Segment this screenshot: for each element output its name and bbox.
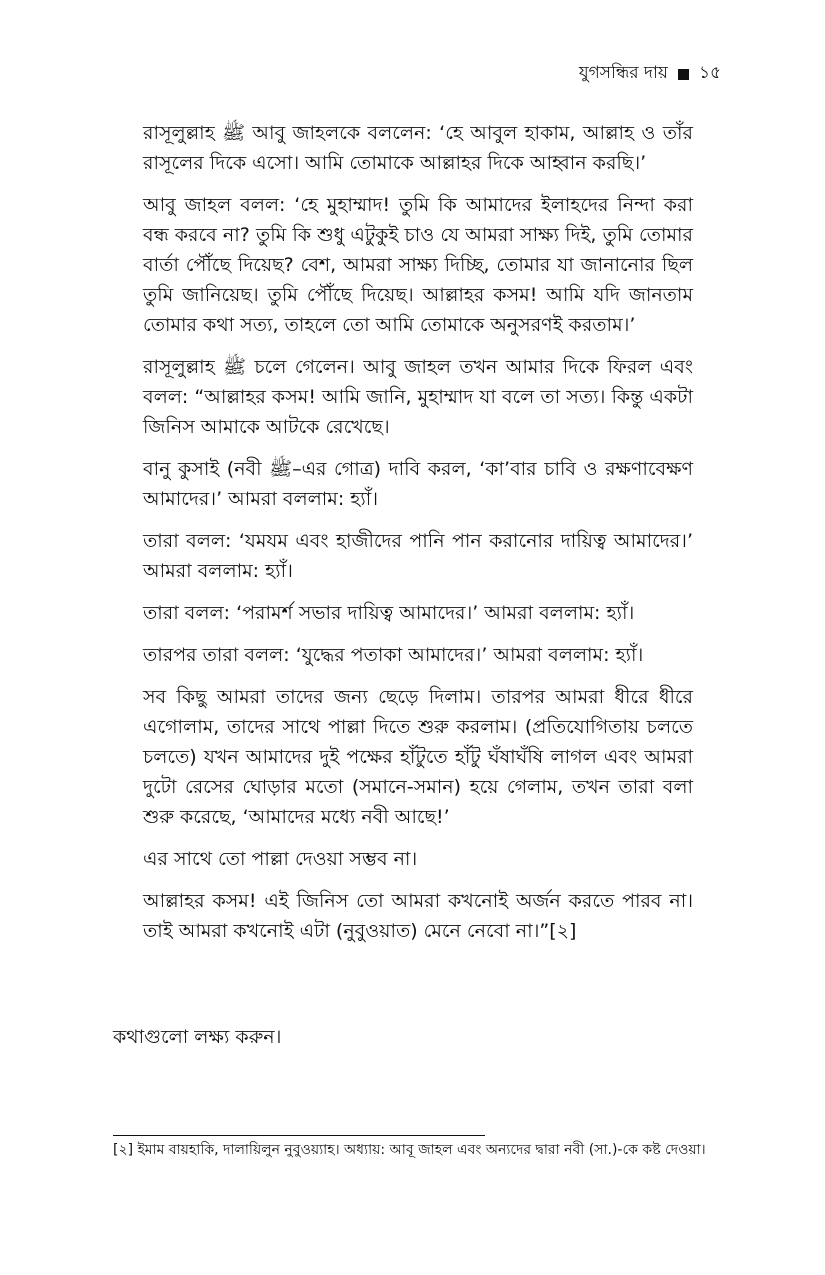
paragraph-6: তারা বলল: ‘পরামর্শ সভার দায়িত্ব আমাদের।’ আমরা বললাম: হ্যাঁ। bbox=[143, 602, 635, 624]
footnote-divider bbox=[113, 1135, 485, 1136]
footnote: [২] ইমাম বায়হাকি, দালায়িলুন নুবুওয়্যাহ। অধ্যায়: আবূ জাহল এবং অন্যদের দ্বারা নবী (সা.)-কে কষ্ট দেওয়া। bbox=[113, 1142, 706, 1158]
paragraph-10: আল্লাহর কসম! এই জিনিস তো আমরা কখনোই অর্জন করতে পারব না। তাই আমরা কখনোই এটা (নুবুওয়াত) মেনে নেবো না।”[২] bbox=[143, 890, 693, 942]
quoted-passage bbox=[143, 118, 693, 958]
paragraph-7: তারপর তারা বলল: ‘যুদ্ধের পতাকা আমাদের।’ আমরা বললাম: হ্যাঁ। bbox=[143, 644, 644, 666]
page-number: ১৫ bbox=[698, 63, 721, 83]
closing-note: কথাগুলো লক্ষ্য করুন। bbox=[113, 1026, 282, 1048]
paragraph-8: সব কিছু আমরা তাদের জন্য ছেড়ে দিলাম। তারপর আমরা ধীরে ধীরে এগোলাম, তাদের সাথে পাল্লা দিতে শুরু করলাম। (প্রতিযোগিতায় চলতে চলতে) যখন আমাদের দুই পক্ষের হাঁটুতে হাঁটু ঘঁষাঘঁষি লাগল এবং আমরা দুটো রেসের ঘোড়ার মতো (সমানে-সমান) হয়ে গেলাম, তখন তারা বলা শুরু করেছে, ‘আমাদের মধ্যে নবী আছে!’ bbox=[143, 686, 693, 828]
header-title: যুগসন্ধির দায় bbox=[578, 63, 668, 83]
paragraph-2: আবু জাহল বলল: ‘হে মুহাম্মাদ! তুমি কি আমাদের ইলাহদের নিন্দা করা বন্ধ করবে না? তুমি কি শুধু এটুকুই চাও যে আমরা সাক্ষ্য দিই, তুমি তোমার বার্তা পৌঁছে দিয়েছ? বেশ, আমরা সাক্ষ্য দিচ্ছি, তোমার যা জানানোর ছিল তুমি জানিয়েছ। তুমি পৌঁছে দিয়েছ। আল্লাহর কসম! আমি যদি জানতাম তোমার কথা সত্য, তাহলে তো আমি তোমাকে অনুসরণই করতাম।’ bbox=[143, 194, 693, 336]
paragraph-3: রাসূলুল্লাহ ﷺ চলে গেলেন। আবু জাহল তখন আমার দিকে ফিরল এবং বলল: “আল্লাহর কসম! আমি জানি, মুহাম্মাদ যা বলে তা সত্য। কিন্তু একটা জিনিস আমাকে আটকে রেখেছে। bbox=[143, 356, 693, 438]
paragraph-5: তারা বলল: ‘যমযম এবং হাজীদের পানি পান করানোর দায়িত্ব আমাদের।’ আমরা বললাম: হ্যাঁ। bbox=[143, 530, 693, 582]
paragraph-9: এর সাথে তো পাল্লা দেওয়া সম্ভব না। bbox=[143, 848, 418, 870]
paragraph-1: রাসূলুল্লাহ ﷺ আবু জাহলকে বললেন: ‘হে আবুল হাকাম, আল্লাহ ও তাঁর রাসূলের দিকে এসো। আমি তোমাকে আল্লাহর দিকে আহ্বান করছি।’ bbox=[143, 122, 694, 174]
running-header bbox=[579, 60, 721, 88]
square-bullet-icon bbox=[678, 69, 689, 80]
paragraph-4: বানু কুসাই (নবী ﷺ–এর গোত্র) দাবি করল, ‘কা’বার চাবি ও রক্ষণাবেক্ষণ আমাদের।’ আমরা বললাম: হ্যাঁ। bbox=[143, 458, 694, 510]
